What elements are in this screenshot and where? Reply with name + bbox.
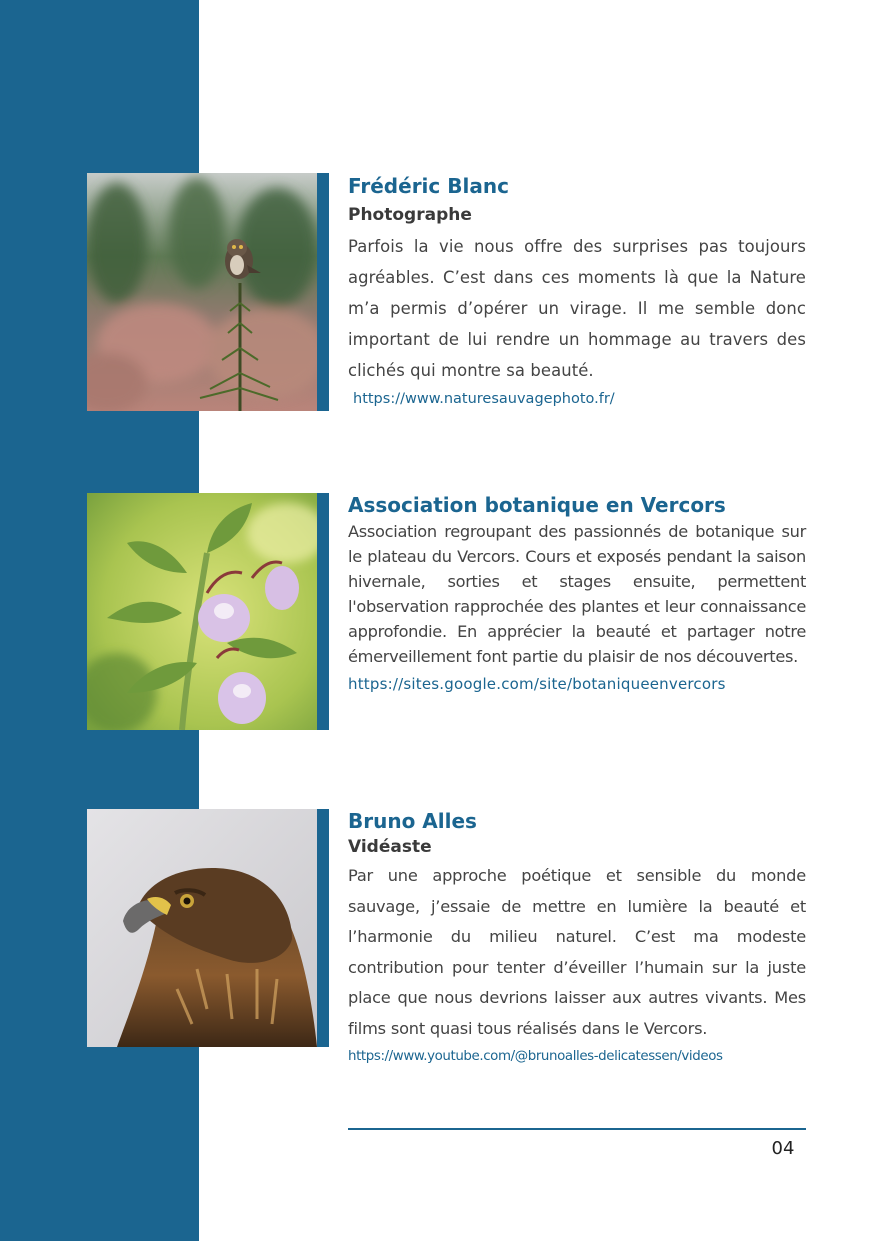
profile-name: Bruno Alles [348,809,477,833]
profile-role: Vidéaste [348,837,432,857]
profile-text [348,808,806,1068]
page-number: 04 [771,1138,795,1159]
profile-text [348,492,806,695]
profile-description: Association regroupant des passionnés de botanique sur le plateau du Vercors. Cours et exposés pendant la saison hivernale, sorties et stages ensuite, permettent l'observation rapprochée des plantes et leur connaissance approfondie. En apprécier la beauté et partager notre émerveillement font partie du plaisir de nos découvertes. [348,522,806,666]
profile-name: Association botanique en Vercors [348,493,726,517]
profile-website-link[interactable]: https://www.naturesauvagephoto.fr/ [353,391,615,407]
lilac-flower-photo [87,493,317,730]
footer-divider [348,1128,806,1130]
profile-website-link[interactable]: https://sites.google.com/site/botaniqueenvercors [348,675,726,693]
profile-description: Parfois la vie nous offre des surprises pas toujours agréables. C’est dans ces moments là que la Nature m’a permis d’opérer un virage. Il me semble donc important de lui rendre un hommage au travers des clichés qui montre sa beauté. [348,237,806,380]
profile-role: Photographe [348,205,472,225]
photo-frame [87,173,329,411]
profile-website-link[interactable]: https://www.youtube.com/@brunoalles-delicatessen/videos [348,1048,723,1064]
profile-description: Par une approche poétique et sensible du monde sauvage, j’essaie de mettre en lumière la beauté et l’harmonie du milieu naturel. C’est ma modeste contribution pour tenter d’éveiller l’humain sur la juste place que nous devrions laisser aux autres vivants. Mes films sont quasi tous réalisés dans le Vercors. [348,866,806,1038]
photo-frame [87,493,329,730]
eagle-portrait-photo [87,809,317,1047]
profile-text [348,173,806,410]
photo-frame [87,809,329,1047]
owl-on-pine-top-photo [87,173,317,411]
profile-name: Frédéric Blanc [348,174,509,198]
